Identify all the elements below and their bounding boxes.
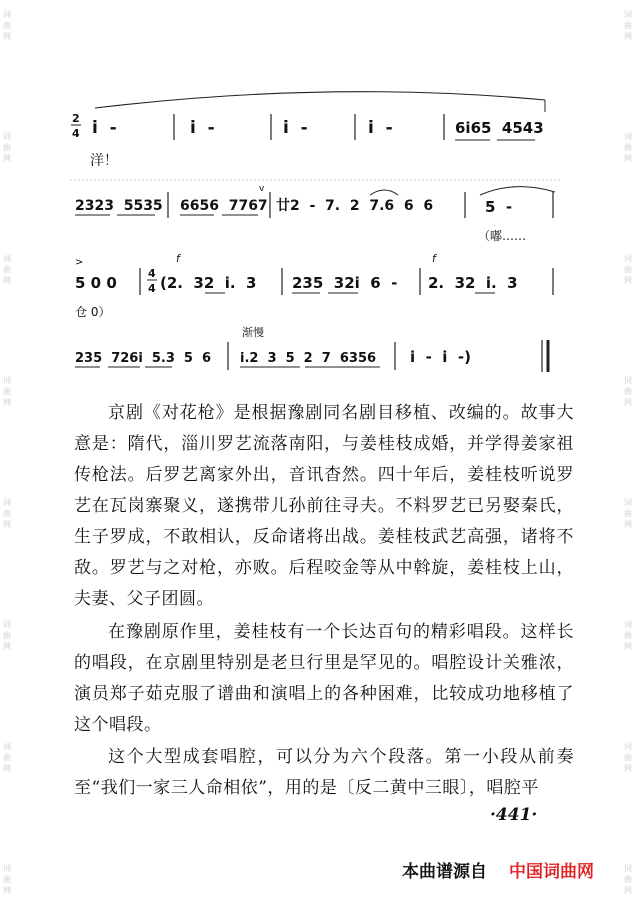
time-sig-top-line3: 4: [148, 267, 156, 280]
watermark-glyph: 曲: [3, 387, 11, 396]
measure-l2-1: 2323 5535: [75, 198, 163, 214]
lyric-line1: 洋！: [90, 153, 118, 169]
watermark-glyph: 词: [3, 620, 11, 629]
tempo-mark: 渐慢: [242, 326, 264, 339]
measure-l3-3: 235 32i 6 -: [292, 274, 398, 292]
watermark-glyph: 曲: [624, 509, 632, 518]
paragraph-synopsis: 京剧《对花枪》是根据豫剧同名剧目移植、改编的。故事大意是：隋代，淄川罗艺流落南阳，与姜桂枝成婚，并学得姜家祖传枪法。后罗艺离家外出，音讯杳然。四十年后，姜桂枝听说罗艺在瓦岗寨聚义，遂携带儿孙前往寻夫。不料罗艺已另娶秦氏，生子罗成，不敢相认，反命诸将出战。姜桂枝武艺高强，诸将不敌。罗艺与之对枪，亦败。后程咬金等从中斡旋，姜桂枝上山，夫妻、父子团圆。: [74, 403, 574, 609]
watermark-glyph: 网: [3, 154, 11, 163]
svg-text:v: v: [259, 184, 265, 194]
page-number: ·441·: [490, 805, 538, 825]
measure-l4-3: i - i -): [410, 348, 471, 366]
measure-l3-1: 5 0 0: [75, 274, 117, 292]
measure-l1-4: i -: [368, 118, 393, 138]
time-sig-top-line1: 2: [72, 112, 80, 125]
watermark-glyph: 词: [3, 254, 11, 263]
watermark-glyph: 词: [624, 742, 632, 751]
watermark-glyph: 网: [3, 886, 11, 895]
watermark-glyph: 曲: [624, 143, 632, 152]
watermark-glyph: 曲: [3, 21, 11, 30]
watermark-glyph: 词: [3, 132, 11, 141]
watermark-glyph: 网: [624, 764, 632, 773]
watermark-glyph: 曲: [3, 265, 11, 274]
watermark-glyph: 网: [3, 32, 11, 41]
watermark-glyph: 曲: [624, 631, 632, 640]
watermark-glyph: 曲: [624, 875, 632, 884]
watermark-glyph: 曲: [624, 21, 632, 30]
watermark-glyph: 网: [624, 154, 632, 163]
watermark-glyph: 词: [3, 10, 11, 19]
source-label: 本曲谱源自: [402, 862, 487, 882]
watermark-glyph: 词: [3, 498, 11, 507]
paragraph-structure: 这个大型成套唱腔，可以分为六个段落。第一小段从前奏至“我们一家三人命相依”，用的是〔反二黄中三眼〕，唱腔平: [74, 747, 574, 798]
site-name[interactable]: 中国词曲网: [509, 862, 594, 882]
watermark-glyph: 网: [3, 642, 11, 651]
watermark-glyph: 词: [3, 864, 11, 873]
measure-l3-4: 2. 32 i. 3: [428, 274, 518, 292]
dynamic-mark-2: f: [432, 252, 436, 265]
measure-l4-2: i.2 3 5 2 7 6356: [240, 351, 377, 366]
watermark-glyph: 词: [624, 132, 632, 141]
source-footer: [402, 857, 594, 882]
watermark-glyph: 词: [624, 620, 632, 629]
watermark-glyph: 曲: [3, 143, 11, 152]
watermark-glyph: 曲: [3, 875, 11, 884]
lyric-line3: 仓 0）: [75, 305, 111, 319]
measure-l4-1: 235 726i 5.3 5 6: [75, 351, 212, 366]
watermark-glyph: 网: [624, 642, 632, 651]
watermark-glyph: 曲: [3, 509, 11, 518]
time-sig-bottom-line3: 4: [148, 282, 156, 295]
lyric-line2: （嘟……: [478, 229, 527, 243]
watermark-glyph: 词: [624, 376, 632, 385]
watermark-glyph: 词: [3, 376, 11, 385]
dynamic-mark-1: f: [176, 252, 180, 265]
watermark-glyph: 网: [624, 276, 632, 285]
watermark-glyph: 网: [624, 398, 632, 407]
watermark-glyph: 网: [3, 276, 11, 285]
watermark-glyph: 曲: [624, 265, 632, 274]
slur-line1: [95, 92, 545, 108]
watermark-glyph: 词: [624, 864, 632, 873]
watermark-glyph: 网: [3, 520, 11, 529]
measure-l1-2: i -: [190, 118, 215, 138]
watermark-glyph: 曲: [624, 387, 632, 396]
watermark-glyph: 词: [3, 742, 11, 751]
time-sig-bottom-line1: 4: [72, 127, 80, 140]
watermark-glyph: 网: [624, 886, 632, 895]
paragraph-adaptation: 在豫剧原作里，姜桂枝有一个长达百句的精彩唱段。这样长的唱段，在京剧里特别是老旦行里是罕见的。唱腔设计关雅浓，演员郑子茹克服了谱曲和演唱上的各种困难，比较成功地移植了这个唱段。: [74, 622, 574, 735]
measure-l1-1: i -: [92, 118, 117, 138]
measure-l2-3: 廿2 - 7. 2 7.6 6 6: [276, 198, 434, 214]
watermark-glyph: 网: [624, 520, 632, 529]
watermark-glyph: 词: [624, 10, 632, 19]
watermark-glyph: 网: [624, 32, 632, 41]
watermark-glyph: 曲: [624, 753, 632, 762]
measure-l1-3: i -: [283, 118, 308, 138]
measure-l2-4: 5 -: [485, 198, 513, 216]
measure-l2-2: 6656 7767: [180, 198, 268, 214]
jianpu-score: [0, 0, 635, 400]
watermark-glyph: 词: [624, 254, 632, 263]
watermark-glyph: 曲: [3, 631, 11, 640]
measure-l3-2: (2. 32 i. 3: [160, 274, 257, 292]
svg-text:>: >: [75, 257, 84, 268]
watermark-glyph: 网: [3, 398, 11, 407]
watermark-glyph: 词: [624, 498, 632, 507]
watermark-glyph: 曲: [3, 753, 11, 762]
watermark-glyph: 网: [3, 764, 11, 773]
measure-l1-5: 6i65 4543: [455, 119, 544, 137]
